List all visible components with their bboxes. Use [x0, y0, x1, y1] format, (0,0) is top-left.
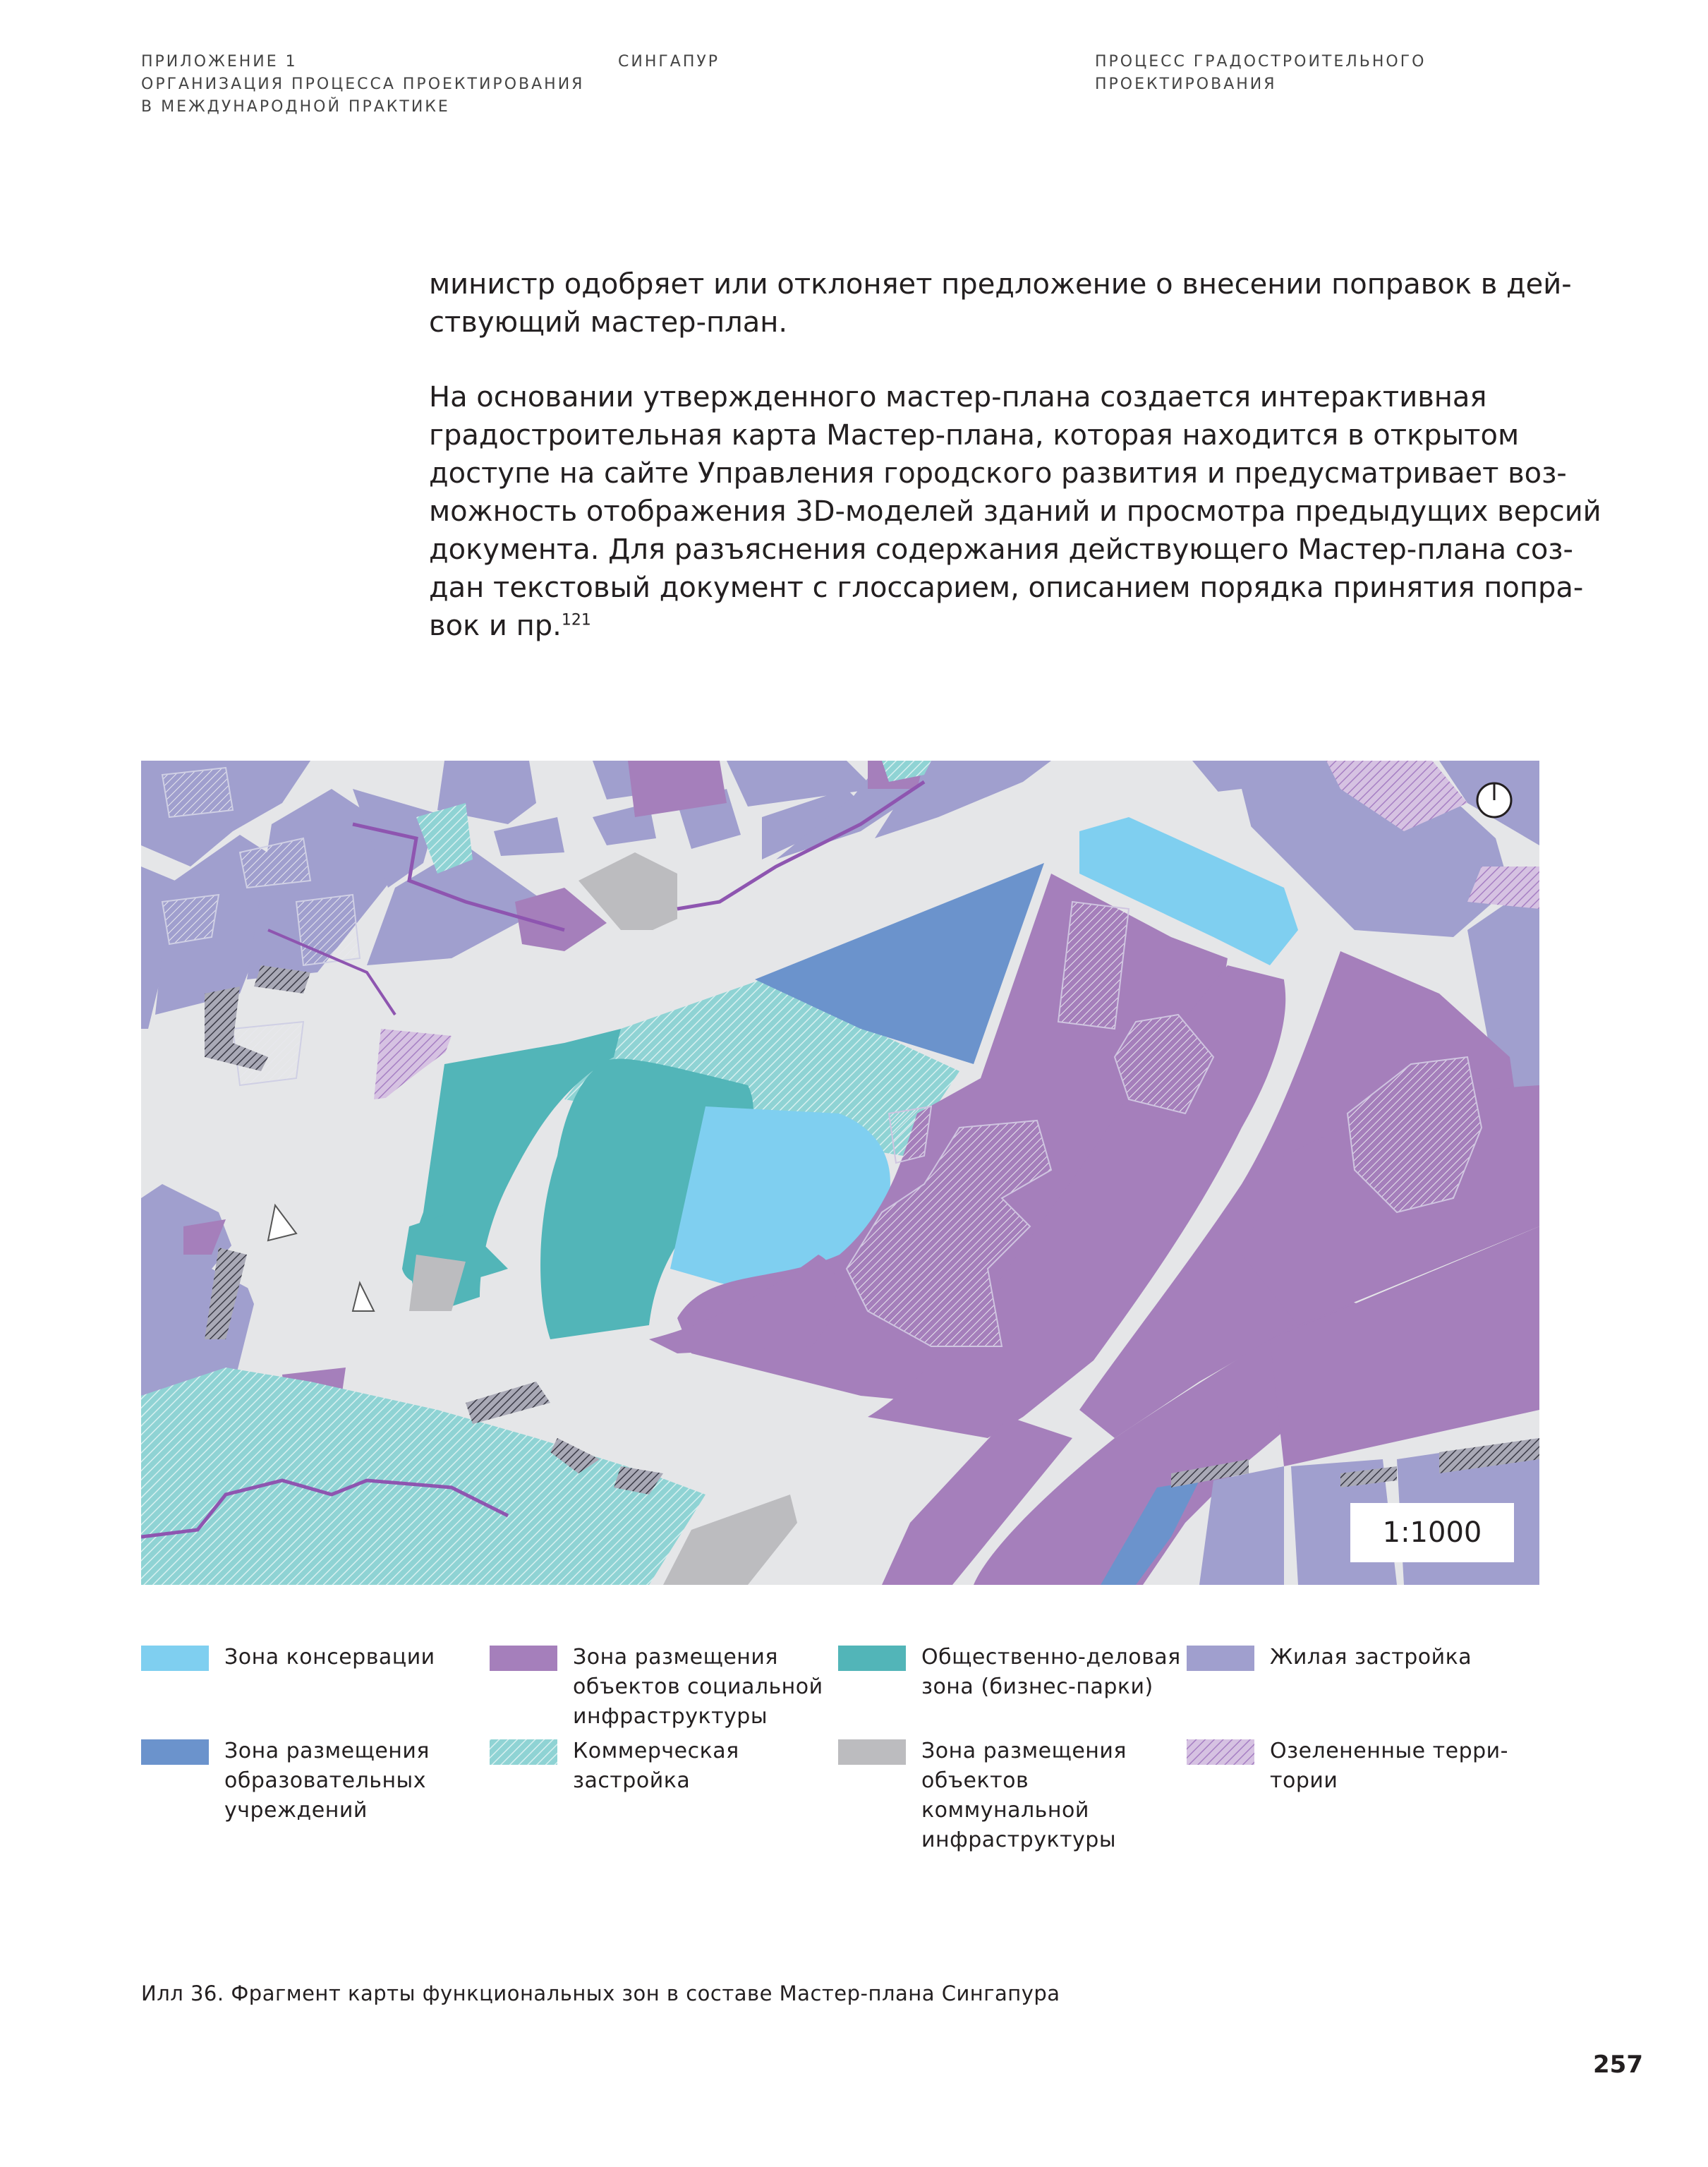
- legend-swatch: [838, 1739, 906, 1765]
- legend-line: застройка: [573, 1768, 691, 1793]
- running-header-left: [141, 51, 584, 119]
- north-arrow: [1477, 783, 1511, 817]
- paragraph-2-line: градостроительная карта Мастер-плана, которая находится в открытом: [429, 419, 1520, 452]
- header-left-line-3: В МЕЖДУНАРОДНОЙ ПРАКТИКЕ: [141, 98, 450, 116]
- legend-label: [224, 1643, 435, 1672]
- building-footprint: [162, 768, 233, 817]
- legend-line: объектов: [921, 1768, 1029, 1793]
- paragraph-2-line: доступе на сайте Управления городского развития и предусматривает воз-: [429, 457, 1567, 490]
- legend-line: Зона консервации: [224, 1645, 435, 1670]
- legend-label: [921, 1737, 1127, 1855]
- header-left-line-1: ПРИЛОЖЕНИЕ 1: [141, 53, 298, 71]
- zoning-map: [141, 761, 1539, 1585]
- map-scale: 1:1000: [1350, 1503, 1514, 1562]
- legend-line: Зона размещения: [224, 1739, 430, 1763]
- legend-line: объектов социальной: [573, 1674, 823, 1699]
- header-left-line-2: ОРГАНИЗАЦИЯ ПРОЦЕССА ПРОЕКТИРОВАНИЯ: [141, 76, 585, 93]
- building-footprint: [162, 895, 219, 944]
- legend-line: Общественно-деловая: [921, 1645, 1181, 1670]
- legend-label: [1270, 1643, 1472, 1672]
- paragraph-1-line: министр одобряет или отклоняет предложение о внесении поправок в дей-: [429, 268, 1572, 301]
- header-right-line-2: ПРОЕКТИРОВАНИЯ: [1095, 76, 1277, 93]
- legend-label: [573, 1737, 739, 1796]
- legend-line: Зона размещения: [921, 1739, 1127, 1763]
- header-center-line: СИНГАПУР: [618, 53, 720, 71]
- legend-swatch: [1187, 1739, 1254, 1765]
- legend-line: тории: [1270, 1768, 1338, 1793]
- legend-line: Коммерческая: [573, 1739, 739, 1763]
- legend-line: инфраструктуры: [573, 1704, 768, 1729]
- legend-label: [573, 1643, 823, 1732]
- paragraph-2-line: На основании утвержденного мастер-плана создается интерактивная: [429, 381, 1487, 414]
- legend-swatch: [490, 1739, 557, 1765]
- legend-label: [224, 1737, 430, 1825]
- paragraph-1-line: ствующий мастер-план.: [429, 306, 788, 339]
- running-header-right: [1095, 51, 1426, 96]
- paragraph-2-line: дан текстовый документ с глоссарием, описанием порядка принятия попра-: [429, 572, 1584, 604]
- legend-line: Зона размещения: [573, 1645, 778, 1670]
- legend-line: коммунальной: [921, 1798, 1089, 1823]
- legend-swatch: [838, 1646, 906, 1671]
- legend-swatch: [141, 1646, 209, 1671]
- legend-line: инфраструктуры: [921, 1828, 1117, 1852]
- legend-line: зона (бизнес-парки): [921, 1674, 1153, 1699]
- figure-caption: Илл 36. Фрагмент карты функциональных зон в составе Мастер-плана Сингапура: [141, 1981, 1060, 2005]
- building-footprint: [889, 1106, 931, 1163]
- paragraph-2-line: можность отображения 3D-моделей зданий и просмотра предыдущих версий: [429, 495, 1601, 528]
- legend-line: Жилая застройка: [1270, 1645, 1472, 1670]
- legend-line: Озелененные терри-: [1270, 1739, 1508, 1763]
- paragraph-2-last-line: [429, 607, 1544, 645]
- legend-label: [921, 1643, 1181, 1702]
- running-header-center: [618, 51, 720, 73]
- page-number: 257: [1593, 2051, 1643, 2079]
- legend-swatch: [490, 1646, 557, 1671]
- paragraph-2: [429, 378, 1601, 645]
- paragraph-2-line: документа. Для разъяснения содержания действующего Мастер-плана соз-: [429, 533, 1573, 566]
- legend-line: образовательных: [224, 1768, 426, 1793]
- paragraph-1: [429, 265, 1572, 342]
- legend-swatch: [141, 1739, 209, 1765]
- header-right-line-1: ПРОЦЕСС ГРАДОСТРОИТЕЛЬНОГО: [1095, 53, 1427, 71]
- legend-swatch: [1187, 1646, 1254, 1671]
- legend-line: учреждений: [224, 1798, 368, 1823]
- footnote-ref[interactable]: 121: [561, 611, 591, 629]
- legend-label: [1270, 1737, 1508, 1796]
- paragraph-2-last-text: вок и пр.: [429, 610, 562, 642]
